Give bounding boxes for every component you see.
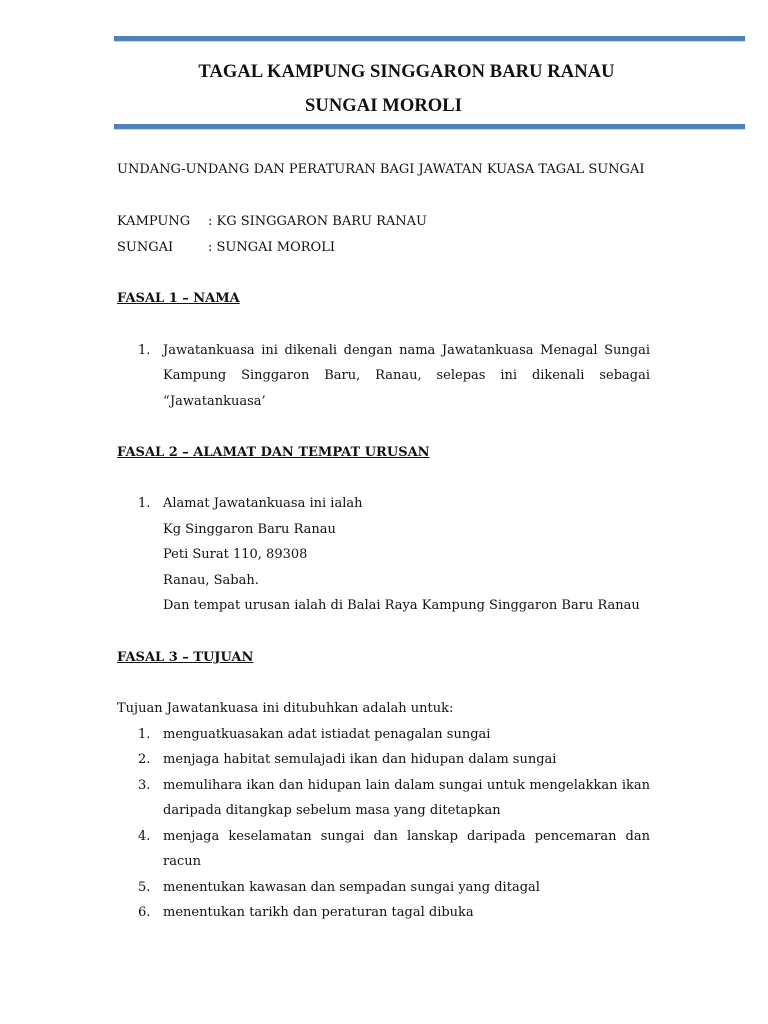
paragraph-line: Jawatankuasa ini dikenali dengan nama Jawatankuasa Menagal Sungai: [163, 343, 650, 358]
paragraph-line: Kampung Singgaron Baru, Ranau, selepas ini dikenali sebagai: [163, 368, 650, 383]
meta-value-sungai: : SUNGAI MOROLI: [208, 240, 335, 255]
list-number: 5.: [138, 880, 151, 895]
list-number: 1.: [138, 343, 151, 358]
address-line: Peti Surat 110, 89308: [163, 547, 308, 562]
list-item-continuation: racun: [163, 854, 201, 869]
list-number: 1.: [138, 496, 151, 511]
document-heading: UNDANG-UNDANG DAN PERATURAN BAGI JAWATAN KUASA TAGAL SUNGAI: [117, 162, 645, 177]
list-item: menguatkuasakan adat istiadat penagalan sungai: [163, 727, 491, 742]
list-item: menjaga habitat semulajadi ikan dan hidupan dalam sungai: [163, 752, 557, 767]
address-line: Kg Singgaron Baru Ranau: [163, 522, 336, 537]
meta-label-sungai: SUNGAI: [117, 240, 174, 255]
list-number: 6.: [138, 905, 151, 920]
list-item: menjaga keselamatan sungai dan lanskap daripada pencemaran dan: [163, 829, 650, 844]
address-line: Ranau, Sabah.: [163, 573, 259, 588]
bottom-rule: [114, 124, 745, 129]
top-rule: [114, 36, 745, 41]
address-line: Dan tempat urusan ialah di Balai Raya Kampung Singgaron Baru Ranau: [163, 598, 640, 613]
section-heading-fasal-2: FASAL 2 – ALAMAT DAN TEMPAT URUSAN: [117, 445, 430, 460]
list-item: menentukan tarikh dan peraturan tagal dibuka: [163, 905, 474, 920]
list-item: menentukan kawasan dan sempadan sungai yang ditagal: [163, 880, 540, 895]
paragraph-line: “Jawatankuasa’: [163, 394, 266, 409]
list-number: 2.: [138, 752, 151, 767]
list-number: 1.: [138, 727, 151, 742]
list-number: 3.: [138, 778, 151, 793]
section-heading-fasal-1: FASAL 1 – NAMA: [117, 291, 240, 306]
list-item-continuation: daripada ditangkap sebelum masa yang ditetapkan: [163, 803, 501, 818]
page-title: TAGAL KAMPUNG SINGGARON BARU RANAU: [198, 62, 615, 82]
list-number: 4.: [138, 829, 151, 844]
meta-value-kampung: : KG SINGGARON BARU RANAU: [208, 214, 427, 229]
address-line: Alamat Jawatankuasa ini ialah: [163, 496, 363, 511]
page-subtitle: SUNGAI MOROLI: [304, 96, 463, 116]
meta-label-kampung: KAMPUNG: [117, 214, 191, 229]
list-item: memulihara ikan dan hidupan lain dalam sungai untuk mengelakkan ikan: [163, 778, 650, 793]
section-intro: Tujuan Jawatankuasa ini ditubuhkan adalah untuk:: [117, 701, 454, 716]
section-heading-fasal-3: FASAL 3 – TUJUAN: [117, 650, 254, 665]
